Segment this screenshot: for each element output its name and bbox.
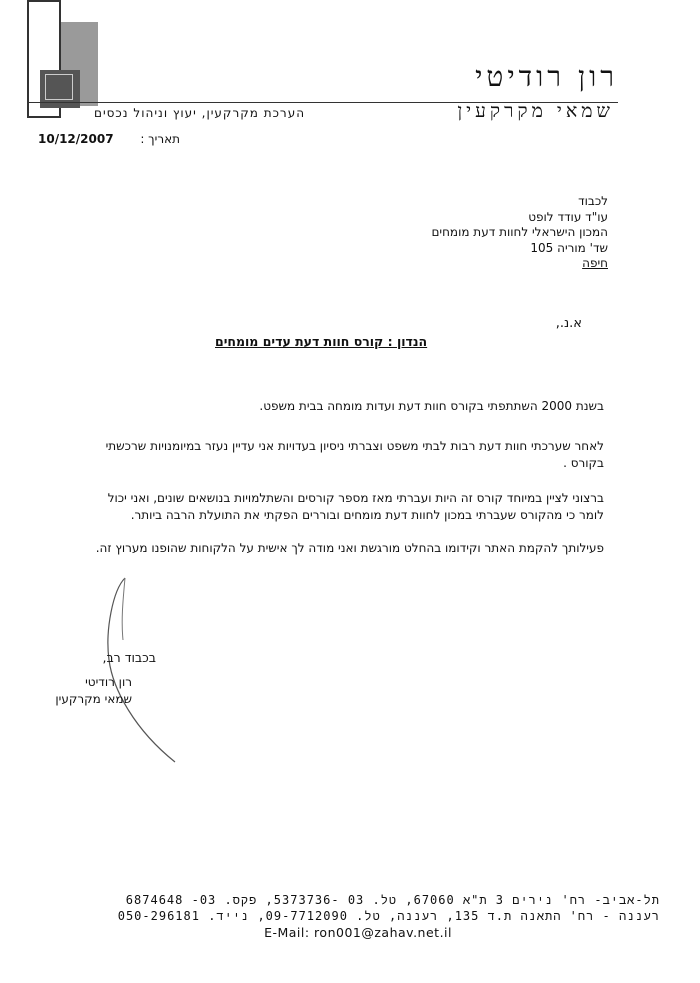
recipient-line: המכון הישראלי לחוות דעת מומחים	[431, 225, 608, 239]
logo-grid	[45, 74, 73, 100]
recipient-line: עו"ד עודד לופט	[528, 209, 608, 224]
closing-salutation: בכבוד רב,	[102, 650, 156, 665]
body-paragraph: בשנת 2000 השתתפתי בקורס חוות דעת ועדות מומחה בבית משפט.	[259, 399, 604, 413]
letter-date: 10/12/2007	[38, 132, 114, 146]
letterhead-profession: שמאי מקרקעין	[457, 100, 614, 122]
recipient-city: חיפה	[582, 256, 608, 270]
body-paragraph: לאחר שערכתי חוות דעת רבות לבתי משפט וצברתי ניסיון בעדויות אני עדיין נעזר במיומנויות שרכשתי בקורס .	[105, 439, 604, 470]
letterhead-name: רון רודיטי	[475, 60, 618, 93]
subject-line: הנדון : קורס חוות דעת עדים מומחים	[215, 334, 428, 349]
recipient-line: שד' מוריה 105	[530, 240, 608, 255]
handwritten-signature	[95, 570, 185, 770]
footer-raanana-address: רעננה - רח' התאנה ת.ד 135, רעננה, טל. 09-7712090, נייד. 050-296181	[117, 909, 660, 923]
letterhead-services: הערכת מקרקעין, יעוץ וניהול נכסים	[94, 106, 306, 120]
footer-tel-aviv-address: תל-אביב- רח' נירים 3 ת"א 67060, טל. 03 -5373736, פקס. 03- 6874648	[125, 893, 660, 907]
recipient-block	[431, 194, 608, 272]
body-paragraph: פעילותך להקמת האתר וקידומו בהחלט מורגשת ואני מודה לך אישית על הלקוחות שהופנו מערוץ זה.	[95, 541, 604, 555]
signatory-title: שמאי מקרקעין	[55, 692, 132, 706]
signatory-name: רון רודיטי	[85, 675, 132, 689]
body-paragraph: ברצוני לציין במיוחד קורס זה היות ועברתי מאז מספר קורסים והשתלמויות בנושאים שונים, ואני יכול לומר כי מהקורס שעברתי במכון לחוות דעת מומחים ובוררים הפקתי את התועלת הרבה ביותר.	[107, 491, 604, 522]
recipient-line: לכבוד	[578, 194, 608, 208]
signature-block	[55, 674, 132, 708]
footer-email: E-Mail: ron001@zahav.net.il	[264, 925, 452, 940]
date-label: תאריך :	[140, 132, 180, 146]
greeting: א.נ.,	[555, 316, 582, 331]
